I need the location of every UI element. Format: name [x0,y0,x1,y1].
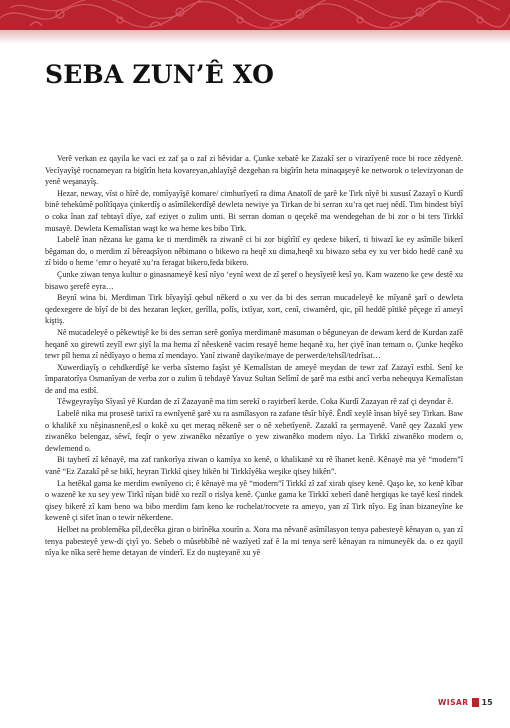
footer-square-icon [472,698,479,707]
paragraph: Helbet na problemêka pîl,decêka giran o birînêka xourîn a. Xora ma nêvanê asîmîlasyon tenya pabesteyê kênayan o, yan zî tenya pabesteyê yew-di çiyî yo. Sebeb o mûsebbîbê nê wazîyetî zaf ê la mi tenya serê kênayan ra nimuneyêk da. o ez qayil nîya ke nîka serê heme detayan de vinderî. Ez do nuşteyanê xu yê [45,525,463,558]
paragraph: Xuwerdiayîş o cehdkerdîşê ke verba sîstemo faşîst yê Kemalîstan de ameyê meydan de tewr zaf Zazayî estbî. Senî ke împaratorîya Osmanîyan de verba zor o zulim û tehdayê Yavuz Sultan Selîmî de şarê ma estbi ancî verba nehequya Kemalîstan de and ma estbî. [45,362,463,395]
paragraph: La hetêkal gama ke merdim ewnîyeno ci; ê kênayê ma yê “modern”î Tirkkî zî zaf xirab qisey kenê. Qaşo ke, xo kenê kîbar o wazenê ke xu sey yew Tirkî nîşan bidê xo rezîl o rislya kenê. Çunke gama ke Tirkkî xeberî danê hergiqas ke tayê kesî rindek qisey bikerê zî kam beno wa bibo merdim fam keno ke rochelat/rocvete ra ameyo, yan zî Tirk nîyo. Eg înan bizaneyîne ke kewenê çi sifet înan o tewir nêkerdene. [45,478,463,523]
paragraph: Beynî wina bi. Merdiman Tirk bîyayîşî qebul nêkerd o xu ver da bi des serran mucadeleyê ke mîyanê şarî o dewleta qedexegere de bîyî de bi des hezaran leçker, gerîlla, polîs, ixtîyar, xort, cenî, ciwamêrd, qic, pîl heddê pîtikê pêçege zî ameyî kiştiş. [45,293,463,326]
paragraph: Bi taybetî zî kênayê, ma zaf rankorîya ziwan o kamîya xo kenê, o khalikanê xu rê îhanet kenê. Kênayê ma yê “modern”î vanê “Ez Zazakî pê se bikî, heyran Tirkkî qisey bikên bi Tirkkîyêka weşike qisey bikên”. [45,455,463,477]
paragraph: Labelê înan nêzana ke gama ke ti merdimêk ra ziwanê ci bi zor bigîrîtî ey qedexe bikerî, ti biwazî ke ey asîmîle bikerî bêgaman do, o merdim zî bêreaqsîyon nêbimano o bikewo ra heqê xu dima,heqê xu biwazo seba ey xu ver bido hedê canê xu zî bido o heme ‘emr o heyatê xu’ra feragat bikero,feda bikero. [45,235,463,268]
paragraph: Labelê nika ma prosesê tarixî ra ewnîyenê şarê xu ra asmîlasyon ra zafane têsîr bîyê. Êndî xeylê însan bîyê sey Tirkan. Baw o khalikê xu nêşinasnenê,esl o kokê xu qet meraq nêkenê ser o nê xebetîyenê. Zazakî ra şermayenê. Vanê qey Zazakî yew ziwanêko belengaz, sêwî, feqîr o yew ziwanêko nêzanîye o yew ziwanêko modern nîyo. La Tirkkî ziwanêko modern o, dewlemend o. [45,409,463,453]
paragraph: Çunke ziwan tenya kultur o ginasnameyê kesî nîyo ‘eynî wext de zî şeref o heysîyetê kesî yo. Kam wazeno ke çew destê xu bisawo şerefê eyra… [45,269,463,291]
floral-ornament-icon [0,0,510,30]
article-title: SEBA ZUN’Ê XO [45,60,275,89]
issue-label: WISAR [438,698,469,707]
paragraph: Têwgeyrayîşo Sîyasî yê Kurdan de zî Zazayanê ma tim serekî o rayirberî kerde. Coka Kurdî Zazayan rê zaf çi deyndar ê. [57,397,454,407]
paragraph: Hezar, neway, vîst o hîrê de, romîyayîşê komare/ cimhurîyetî ra dima Anatolî de şarê ke Tirk nîyê bi xususî Zazayî o Kurdî binê tehekûmê polîtîqaya çinkerdîş o asîmîlekerdîşê dewleta newiye ya Tirkan de bi serran xu’ra qet ruej nêdî. Tim bindest bîyî o coka înan zaf tehtayî dîye, zaf eziyet o zulim unti. Bi serran doman o qeçekê ma wendegehan de bi zor o bi ters Tirkkî musayê. Dewleta Kemalîstan waşt ke wa heme kes bibo Tirk. [45,188,463,233]
article-body [45,153,463,559]
page-number: 15 [481,698,493,707]
header-banner [0,0,510,30]
paragraph: Verê verkan ez qayila ke vaci ez zaf şa o zaf zi hêvidar a. Çunke xebatê ke Zazakî ser o virazîyenê roce bi roce zêdyenê. Vecîyayîşê rocnameyan ra bigîrîn heta kovareyan,ahlayîşê dezgehan ra bigîrîn heta minaqaşeyê ke networok o televizyonan de yenê weşanayîş. [45,154,463,187]
header-fade [0,30,510,44]
page-footer [438,698,493,707]
paragraph: Nê mucadeleyê o pêkewtişê ke bi des serran serê gonîya merdimanê masuman o bêguneyan de dewam kerd de Kurdan zafê heqanê xo girewtî zeyîl ewr şiyî la ma hema zî nêeskenê vacim resayê heme heqanê xu, her çiyê înan temam o. Çunke heqêko tewr pîl hema zî nêdîyayo o hema zî mendayo. Yanî ziwanê dayike/maye de perwerde/tehsîl/tedrîsat… [45,327,463,361]
